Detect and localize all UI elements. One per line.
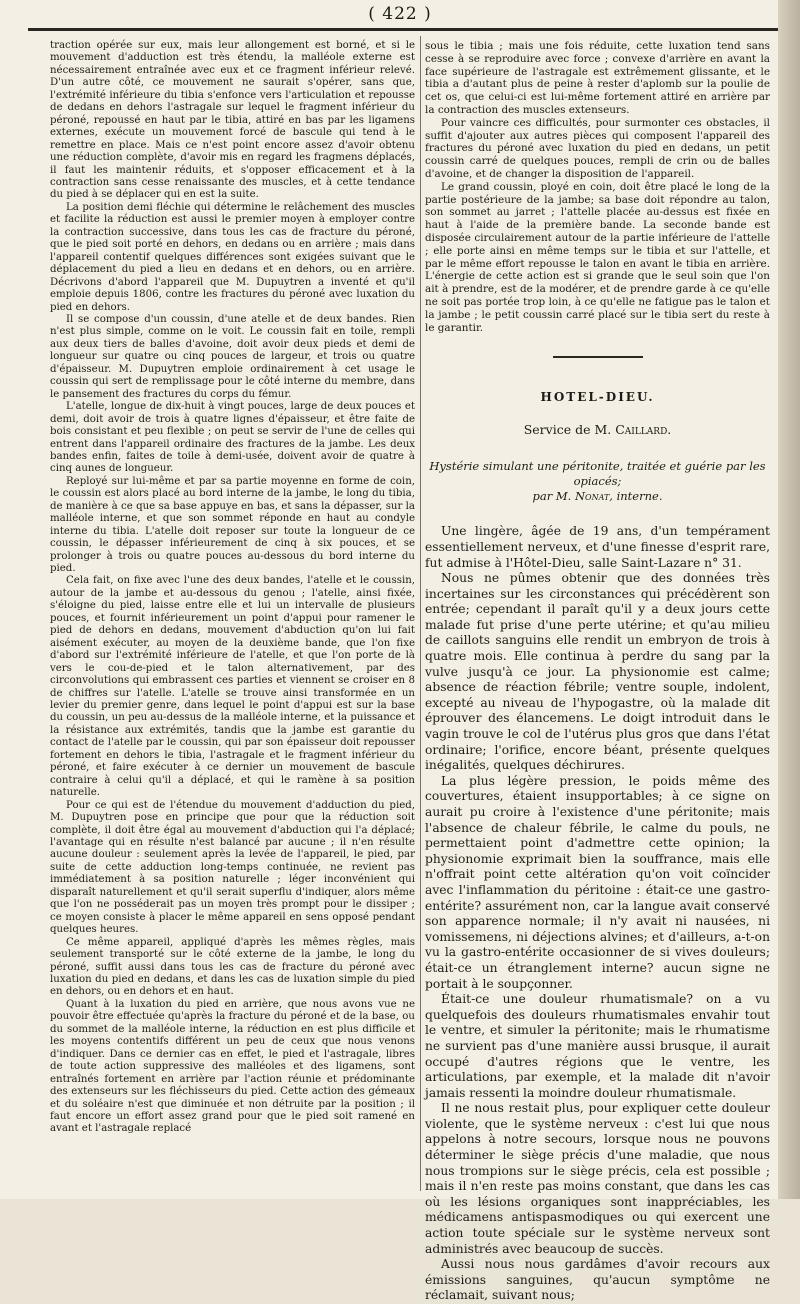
paragraph: Pour vaincre ces difficultés, pour surmonter ces obstacles, il suffit d'ajouter aux autres pièces qui composent l'appareil des fractures du péroné avec luxation du pied en dedans, un petit coussin carré de quelques pouces, rempli de crin ou de balles d'avoine, et de changer la disposition de l'appareil.	[425, 116, 770, 180]
paragraph: Aussi nous nous gardâmes d'avoir recours aux émissions sanguines, qu'aucun symptôme ne réclamait, suivant nous;	[425, 1257, 770, 1303]
section-heading: HOTEL-DIEU.	[540, 390, 655, 405]
header-rule	[28, 28, 786, 31]
paragraph: Cela fait, on fixe avec l'une des deux bandes, l'atelle et le coussin, autour de la jambe et au-dessous du genou ; l'atelle, ainsi fixée, s'éloigne du pied, laisse entre elle et lui un intervalle de plusieurs pouces, et fournit inférieurement un point d'appui pour ramener le pied de dehors en dedans, mouvement d'abduction qu'on lui fait aisément exécuter, au moyen de la deuxième bande, que l'on fixe d'abord sur l'extrémité inférieure de l'atelle, et que l'on porte de là vers le cou-de-pied et le talon alternativement, par des circonvolutions qui embrassent ces parties et viennent se croiser en 8 de chiffres sur l'atelle. L'atelle se trouve ainsi transformée en un levier du premier genre, dans lequel le point d'appui est sur la base du coussin, un peu au-dessus de la malléole interne, et la puissance et la résistance aux extrémités, tandis que la jambe est garantie du contact de l'atelle par le coussin, qui par son épaisseur doit repousser fortement en dehors le tibia, l'astragale et le fragment inférieur du péroné, et faire exécuter à ce dernier un mouvement de bascule contraire à celui qu'il a déplacé, et qui le ramène à sa position naturelle.	[50, 575, 415, 799]
right-column	[425, 40, 770, 1303]
paragraph: Le grand coussin, ployé en coin, doit être placé le long de la partie postérieure de la jambe; sa base doit répondre au talon, son sommet au jarret ; l'attelle placée au-dessus est fixée en haut à l'aide de la première bande. La seconde bande est disposée circulairement autour de la partie inférieure de l'attelle ; elle porte ainsi en même temps sur le tibia et sur l'attelle, et par le même effort repousse le talon en avant le tibia en arrière. L'énergie de cette action est si grande que le seul soin que l'on ait à prendre, est de la modérer, et de prendre garde à ce qu'elle ne soit pas portée trop loin, à ce qu'elle ne fatigue pas le talon et la jambe ; le petit coussin carré placé sur le tibia sert du reste à le garantir.	[425, 180, 770, 334]
paragraph: traction opérée sur eux, mais leur allongement est borné, et si le mouvement d'adduction est très étendu, la malléole externe est nécessairement entraînée avec eux et ce fragment inférieur relevé. D'un autre côté, ce mouvement ne saurait s'opérer, sans que, l'extrémité inférieure du tibia s'enfonce vers l'articulation et repousse de dedans en dehors l'astragale sur lequel le fragment inférieur du péroné, repoussé en haut par le tibia, attiré en bas par les ligamens externes, exécute un mouvement forcé de bascule qui tend à le remettre en place. Mais ce n'est point encore assez d'avoir obtenu une réduction complète, d'avoir mis en regard les fragmens déplacés, il faut les maintenir réduits, et s'opposer efficacement et à la contraction sans cesse renaissante des muscles, et à cette tendance du pied à se déplacer qui en est la suite.	[50, 40, 415, 201]
case-author-role: interne.	[616, 489, 663, 504]
paragraph: Une lingère, âgée de 19 ans, d'un tempérament essentiellement nerveux, et d'une finesse d'esprit rare, fut admise à l'Hôtel-Dieu, salle Saint-Lazare n° 31.	[425, 524, 770, 570]
paragraph: sous le tibia ; mais une fois réduite, cette luxation tend sans cesse à se reproduire avec force ; convexe d'arrière en avant la face supérieure de l'astragale est extrêmement glissante, et le tibia a d'autant plus de peine à rester d'aplomb sur la poulie de cet os, que celui-ci est lui-même fortement attiré en arrière par la contraction des muscles extenseurs.	[425, 40, 770, 116]
paragraph: Reployé sur lui-même et par sa partie moyenne en forme de coin, le coussin est alors placé au bord interne de la jambe, le long du tibia, de manière à ce que sa base appuye en bas, et sans la dépasser, sur la malléole interne, et que son sommet réponde en haut au condyle interne du tibia. L'atelle doit reposer sur toute la longueur de ce coussin, le dépasser inférieurement de cinq à six pouces, et se prolonger à trois ou quatre pouces au-dessous du bord interne du pied.	[50, 475, 415, 575]
paragraph: L'atelle, longue de dix-huit à vingt pouces, large de deux pouces et demi, doit avoir de trois à quatre lignes d'épaisseur, et être faite de bois consistant et peu flexible ; on peut se servir de l'une de celles qui entrent dans l'appareil ordinaire des fractures de la jambe. Les deux bandes enfin, faites de toile à demi-usée, doivent avoir de quatre à cinq aunes de longueur.	[50, 401, 415, 475]
case-title	[425, 459, 770, 504]
case-author-line	[425, 489, 770, 504]
paragraph: Nous ne pûmes obtenir que des données très incertaines sur les circonstances qui précédèrent son entrée; cependant il paraît qu'il y a deux jours cette malade fut prise d'une perte utérine; et qu'au milieu de caillots sanguins elle rendit un embryon de trois à quatre mois. Elle continua à perdre du sang par la vulve jusqu'à ce jour. La physionomie est calme; absence de réaction fébrile; ventre souple, indolent, excepté au niveau de l'hypogastre, où la malade dit éprouver des élancemens. Le doigt introduit dans le vagin trouve le col de l'utérus plus gros que dans l'état ordinaire; l'orifice, encore béant, présente quelques inégalités, quelques déchirures.	[425, 571, 770, 773]
case-author-prefix: par M.	[532, 489, 572, 504]
paragraph: Il ne nous restait plus, pour expliquer cette douleur violente, que le système nerveux : c'est lui que nous appelons à notre secours, lorsque nous ne pouvons déterminer le siège précis d'une maladie, que nous nous trompions sur le siège précis, cela est possible ; mais il n'en reste pas moins constant, que dans les cas où les lésions organiques sont inappréciables, les médicamens antispasmodiques ou qui exercent une action toute spéciale sur le système nerveux sont administrés avec beaucoup de succès.	[425, 1101, 770, 1256]
right-column-continuation	[425, 40, 770, 334]
paragraph: Était-ce une douleur rhumatismale? on a vu quelquefois des douleurs rhumatismales envahir tout le ventre, et simuler la péritonite; mais le rhumatisme ne survient pas d'une manière aussi brusque, il aurait occupé d'autres régions que le ventre, les articulations, par exemple, et la malade dit n'avoir jamais ressenti la moindre douleur rhumatismale.	[425, 992, 770, 1100]
service-line	[425, 422, 770, 437]
page-edge	[778, 0, 800, 1199]
paragraph: Il se compose d'un coussin, d'une atelle et de deux bandes. Rien n'est plus simple, comme on le voit. Le coussin fait en toile, rempli aux deux tiers de balles d'avoine, doit avoir deux pieds et demi de longueur sur quatre ou cinq pouces de largeur, et trois ou quatre d'épaisseur. M. Dupuytren emploie ordinairement à cet usage le coussin qui sert de remplissage pour le côté interne du membre, dans le pansement des fractures du corps du fémur.	[50, 313, 415, 400]
paragraph: Quant à la luxation du pied en arrière, que nous avons vue ne pouvoir être effectuée qu'après la fracture du péroné et de la base, ou du sommet de la malléole interne, la réduction en est plus difficile et les moyens contentifs différent un peu de ceux que nous venons d'indiquer. Dans ce dernier cas en effet, le pied et l'astragale, libres de toute action suppressive des malléoles et des ligamens, sont entraînés fortement en arrière par l'action réunie et prédominante des extenseurs sur les fléchisseurs du pied. Cette action des gémeaux et du soléaire n'est que diminuée et non détruite par la position ; il faut encore un effort assez grand pour que le pied soit ramené en avant et l'astragale replacé	[50, 998, 415, 1135]
page-number: ( 422 )	[368, 4, 432, 24]
service-name: Caillard.	[615, 422, 672, 438]
paragraph: La plus légère pression, le poids même des couvertures, étaient insupportables; à ce signe on aurait pu croire à l'existence d'une péritonite; mais l'absence de chaleur fébrile, le calme du pouls, ne permettaient point d'admettre cette opinion; la physionomie exprimait bien la souffrance, mais elle n'offrait point cette altération qu'on voit coïncider avec l'inflammation du péritoine : était-ce une gastro-entérite? assurément non, car la langue avait conservé son apparence normale; il n'y avait ni nausées, ni vomissemens, ni déjections alvines; et d'ailleurs, a-t-on vu la gastro-entérite occasionner de si vives douleurs; était-ce un étranglement interne? aucun signe ne portait à le soupçonner.	[425, 773, 770, 991]
case-author-name: Nonat,	[574, 489, 613, 504]
paragraph: Pour ce qui est de l'étendue du mouvement d'adduction du pied, M. Dupuytren pose en principe que pour que la réduction soit complète, il doit être égal au mouvement d'abduction qui l'a déplacé; l'avantage qui en résulte n'est balancé par aucune ; il n'en résulte aucune douleur : seulement après la levée de l'appareil, le pied, par suite de cette adduction long-temps continuée, ne revient pas immédiatement à sa position naturelle ; léger inconvénient qui disparaît naturellement et qu'il serait superflu d'indiquer, alors même que l'on ne posséderait pas un moyen très prompt pour le dissiper ; ce moyen consiste à placer le même appareil en sens opposé pendant quelques heures.	[50, 799, 415, 936]
left-column	[50, 40, 415, 1190]
column-divider	[420, 36, 421, 1191]
case-body	[425, 524, 770, 1304]
section-separator	[553, 356, 643, 358]
service-prefix: Service de M.	[523, 422, 612, 438]
paragraph: La position demi fléchie qui détermine le relâchement des muscles et facilite la réduction est aussi le premier moyen à employer contre la contraction successive, dans tous les cas de fracture du péroné, que le pied soit porté en dehors, en dedans ou en arrière ; mais dans l'appareil contentif quelques différences sont exigées suivant que le déplacement du pied a lieu en dedans et en dehors, ou en arrière. Décrivons d'abord l'appareil que M. Dupuytren a inventé et qu'il emploie depuis 1806, contre les fractures du péroné avec luxation du pied en dehors.	[50, 201, 415, 313]
paragraph: Ce même appareil, appliqué d'après les mêmes règles, mais seulement transporté sur le côté externe de la jambe, le long du péroné, suffit aussi dans tous les cas de fracture du péroné avec luxation du pied en dedans, et dans les cas de luxation simple du pied en dehors, ou en dehors et en haut.	[50, 936, 415, 998]
case-title-line: Hystérie simulant une péritonite, traitée et guérie par les opiacés;	[429, 459, 766, 489]
